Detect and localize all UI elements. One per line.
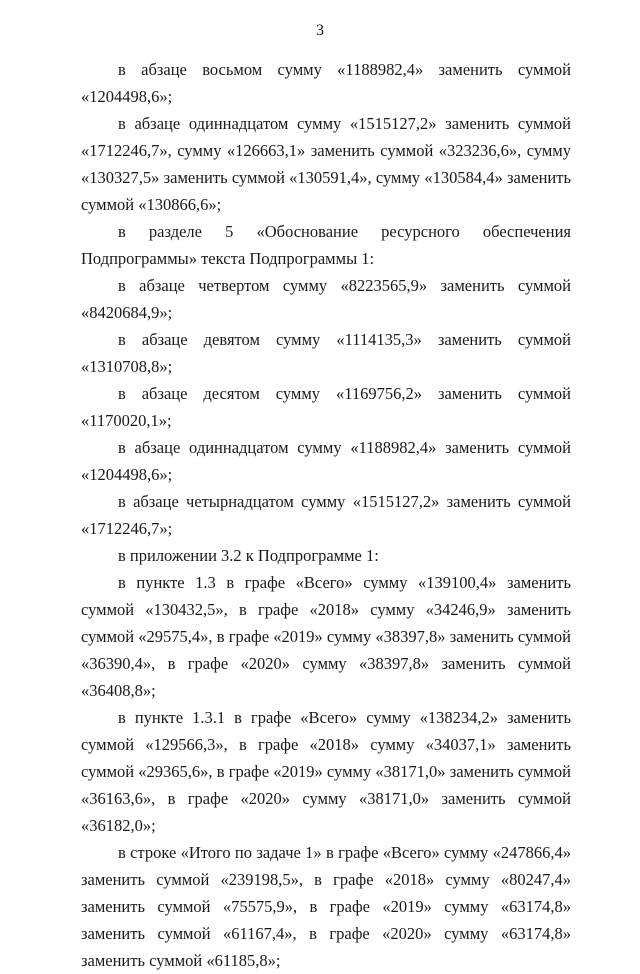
paragraph-12: в строке «Итого по задаче 1» в графе «Всего» сумму «247866,4» заменить суммой «239198,5», в графе «2018» сумму «80247,4» заменить суммой «75575,9», в графе «2019» сумму «63174,8» заменить суммой «61167,4», в графе «2020» сумму «63174,8» заменить суммой «61185,8»; [81,843,571,970]
paragraph-6: в абзаце десятом сумму «1169756,2» заменить суммой «1170020,1»; [81,384,571,430]
paragraph-5: в абзаце девятом сумму «1114135,3» заменить суммой «1310708,8»; [81,330,571,376]
paragraph-4: в абзаце четвертом сумму «8223565,9» заменить суммой «8420684,9»; [81,276,571,322]
document-body [81,56,571,974]
paragraph-8: в абзаце четырнадцатом сумму «1515127,2» заменить суммой «1712246,7»; [81,492,571,538]
paragraph-3: в разделе 5 «Обоснование ресурсного обеспечения Подпрограммы» текста Подпрограммы 1: [81,222,571,268]
paragraph-10: в пункте 1.3 в графе «Всего» сумму «139100,4» заменить суммой «130432,5», в графе «2018» сумму «34246,9» заменить суммой «29575,4», в графе «2019» сумму «38397,8» заменить суммой «36390,4», в графе «2020» сумму «38397,8» заменить суммой «36408,8»; [81,573,571,700]
paragraph-9: в приложении 3.2 к Подпрограмме 1: [118,546,379,565]
page-number: 3 [316,22,324,39]
paragraph-2: в абзаце одиннадцатом сумму «1515127,2» заменить суммой «1712246,7», сумму «126663,1» заменить суммой «323236,6», сумму «130327,5» заменить суммой «130591,4», сумму «130584,4» заменить суммой «130866,6»; [81,114,571,214]
paragraph-7: в абзаце одиннадцатом сумму «1188982,4» заменить суммой «1204498,6»; [81,438,571,484]
paragraph-1: в абзаце восьмом сумму «1188982,4» заменить суммой «1204498,6»; [81,60,571,106]
paragraph-11: в пункте 1.3.1 в графе «Всего» сумму «138234,2» заменить суммой «129566,3», в графе «2018» сумму «34037,1» заменить суммой «29365,6», в графе «2019» сумму «38171,0» заменить суммой «36163,6», в графе «2020» сумму «38171,0» заменить суммой «36182,0»; [81,708,571,835]
